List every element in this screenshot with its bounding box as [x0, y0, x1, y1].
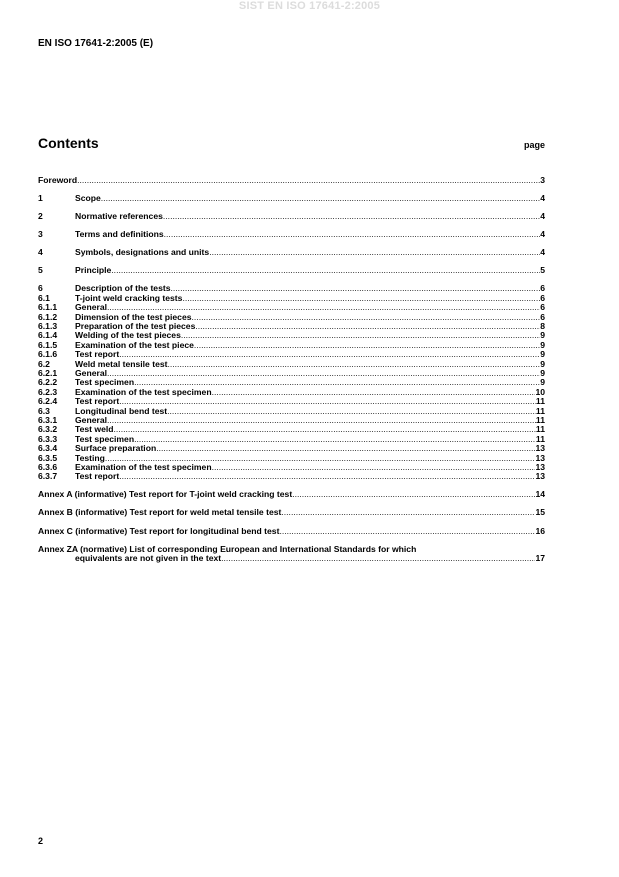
toc-number: 6.3.5	[38, 452, 58, 463]
toc-title: Examination of the test specimen	[75, 386, 212, 397]
contents-title: Contents	[38, 135, 99, 151]
toc-entry-6-3-4[interactable]	[38, 444, 545, 453]
toc-title: Normative references	[75, 211, 163, 222]
toc-leader-dots	[163, 212, 540, 221]
toc-page: 13	[535, 452, 545, 463]
toc-leader-dots	[195, 322, 540, 331]
toc-title: Test report	[75, 471, 120, 482]
toc-title: Annex ZA (normative) List of corresponding European and International Standards for which	[38, 543, 417, 554]
toc-number: 5	[38, 265, 43, 276]
toc-leader-dots	[101, 194, 540, 203]
toc-page: 4	[540, 193, 545, 204]
toc-page: 17	[535, 552, 545, 563]
watermark: SIST EN ISO 17641-2:2005	[238, 0, 381, 12]
toc-page: 11	[535, 414, 545, 425]
toc-leader-dots	[292, 490, 535, 499]
document-id: EN ISO 17641-2:2005 (E)	[38, 38, 154, 49]
toc-page: 14	[535, 489, 545, 500]
toc-page: 13	[535, 471, 545, 482]
toc-title: Surface preparation	[75, 443, 157, 454]
toc-leader-dots	[181, 331, 540, 340]
table-of-contents	[38, 176, 545, 563]
toc-number: 6.3.3	[38, 433, 58, 444]
toc-entry-6-3[interactable]	[38, 407, 545, 416]
toc-title: Test specimen	[75, 377, 135, 388]
toc-title: General	[75, 414, 108, 425]
toc-entry-5[interactable]	[38, 266, 545, 275]
toc-page: 4	[540, 247, 545, 258]
toc-title: Foreword	[38, 175, 78, 185]
page-column-label: page	[523, 140, 545, 150]
toc-title: Symbols, designations and units	[75, 247, 210, 258]
toc-title: T-joint weld cracking tests	[75, 292, 183, 303]
toc-leader-dots	[182, 294, 540, 303]
toc-number: 6.1.1	[38, 302, 58, 313]
toc-title: Test report	[75, 396, 120, 407]
toc-entry-1[interactable]	[38, 194, 545, 203]
toc-number: 6.3	[38, 405, 50, 416]
toc-leader-dots	[221, 554, 535, 563]
toc-title: Weld metal tensile test	[75, 358, 168, 369]
toc-leader-dots	[164, 230, 541, 239]
toc-page: 4	[540, 211, 545, 222]
toc-title: Welding of the test pieces	[75, 330, 181, 341]
toc-page: 9	[540, 330, 545, 341]
toc-title: Preparation of the test pieces	[75, 321, 196, 332]
toc-number: 6.1	[38, 292, 50, 303]
toc-number: 6.3.6	[38, 461, 58, 472]
toc-number: 1	[38, 193, 43, 204]
toc-title: Description of the tests	[75, 283, 171, 294]
toc-title: Test specimen	[75, 433, 135, 444]
toc-title: Test weld	[75, 424, 114, 435]
toc-title: General	[75, 302, 108, 313]
toc-page: 6	[540, 292, 545, 303]
toc-number: 6.2.3	[38, 386, 58, 397]
toc-page: 11	[535, 433, 545, 444]
toc-leader-dots	[192, 313, 541, 322]
toc-leader-dots	[134, 435, 536, 444]
toc-entry-annex-za-continued[interactable]	[38, 554, 545, 563]
toc-number: 6.1.6	[38, 349, 58, 360]
toc-leader-dots	[281, 508, 535, 517]
toc-page: 6	[540, 311, 545, 322]
toc-number: 6.1.2	[38, 311, 58, 322]
toc-page: 3	[540, 175, 545, 185]
toc-entry-annex-c[interactable]	[38, 527, 545, 536]
toc-page: 9	[540, 358, 545, 369]
toc-leader-dots	[194, 341, 540, 350]
toc-leader-dots	[107, 416, 536, 425]
toc-page: 16	[535, 525, 545, 536]
toc-number: 6.3.2	[38, 424, 58, 435]
toc-title-continued: equivalents are not given in the text	[75, 552, 222, 563]
toc-title: Test report	[75, 349, 120, 360]
toc-page: 13	[535, 443, 545, 454]
toc-entry-4[interactable]	[38, 248, 545, 257]
toc-page: 9	[540, 339, 545, 350]
toc-entry-6-3-1[interactable]	[38, 416, 545, 425]
toc-number: 6.1.3	[38, 321, 58, 332]
toc-entry-3[interactable]	[38, 230, 545, 239]
toc-page: 13	[535, 461, 545, 472]
toc-number: 6.3.4	[38, 443, 58, 454]
toc-title: Examination of the test specimen	[75, 461, 212, 472]
toc-title: Terms and definitions	[75, 229, 164, 240]
toc-number: 6.2.1	[38, 367, 58, 378]
toc-leader-dots	[119, 472, 535, 481]
toc-page: 9	[540, 377, 545, 388]
toc-number: 4	[38, 247, 43, 258]
toc-title: Annex B (informative) Test report for weld metal tensile test	[38, 507, 282, 518]
toc-leader-dots	[114, 425, 536, 434]
toc-leader-dots	[111, 266, 540, 275]
toc-entry-6-1[interactable]	[38, 294, 545, 303]
toc-entry-2[interactable]	[38, 212, 545, 221]
toc-page: 6	[540, 302, 545, 313]
toc-number: 6.1.5	[38, 339, 58, 350]
toc-page: 11	[535, 396, 545, 407]
toc-entry-6-2[interactable]	[38, 360, 545, 369]
page-number: 2	[38, 836, 44, 846]
toc-title: General	[75, 367, 108, 378]
toc-leader-dots	[107, 369, 540, 378]
toc-title: Principle	[75, 265, 112, 276]
toc-page: 9	[540, 367, 545, 378]
toc-number: 3	[38, 229, 43, 240]
toc-leader-dots	[119, 350, 540, 359]
toc-number: 6.2	[38, 358, 50, 369]
toc-leader-dots	[212, 388, 536, 397]
toc-leader-dots	[168, 360, 541, 369]
toc-page: 5	[540, 265, 545, 276]
toc-number: 6	[38, 283, 43, 294]
toc-page: 8	[540, 321, 545, 332]
toc-leader-dots	[279, 527, 535, 536]
toc-title: Longitudinal bend test	[75, 405, 168, 416]
toc-title: Dimension of the test pieces	[75, 311, 192, 322]
toc-title: Annex A (informative) Test report for T-joint weld cracking test	[38, 489, 293, 500]
toc-page: 9	[540, 349, 545, 360]
toc-entry-foreword[interactable]	[38, 176, 545, 185]
toc-leader-dots	[119, 397, 536, 406]
toc-leader-dots	[209, 248, 540, 257]
toc-title: Examination of the test piece	[75, 339, 194, 350]
toc-leader-dots	[171, 284, 541, 293]
toc-entry-6-3-7[interactable]	[38, 472, 545, 481]
toc-number: 6.2.2	[38, 377, 58, 388]
toc-title: Scope	[75, 193, 101, 204]
toc-entry-annex-b[interactable]	[38, 508, 545, 517]
toc-leader-dots	[212, 463, 536, 472]
toc-leader-dots	[167, 407, 536, 416]
toc-leader-dots	[156, 444, 535, 453]
toc-page: 6	[540, 283, 545, 294]
toc-title: Testing	[75, 452, 105, 463]
toc-page: 15	[535, 507, 545, 518]
toc-number: 6.1.4	[38, 330, 58, 341]
toc-number: 2	[38, 211, 43, 222]
toc-number: 6.3.1	[38, 414, 58, 425]
toc-title: Annex C (informative) Test report for longitudinal bend test	[38, 525, 280, 536]
toc-page: 11	[535, 424, 545, 435]
toc-number: 6.2.4	[38, 396, 58, 407]
toc-page: 4	[540, 229, 545, 240]
toc-page: 10	[535, 386, 545, 397]
toc-number: 6.3.7	[38, 471, 58, 482]
toc-page: 11	[535, 405, 545, 416]
toc-leader-dots	[77, 176, 540, 185]
toc-entry-annex-a[interactable]	[38, 490, 545, 499]
